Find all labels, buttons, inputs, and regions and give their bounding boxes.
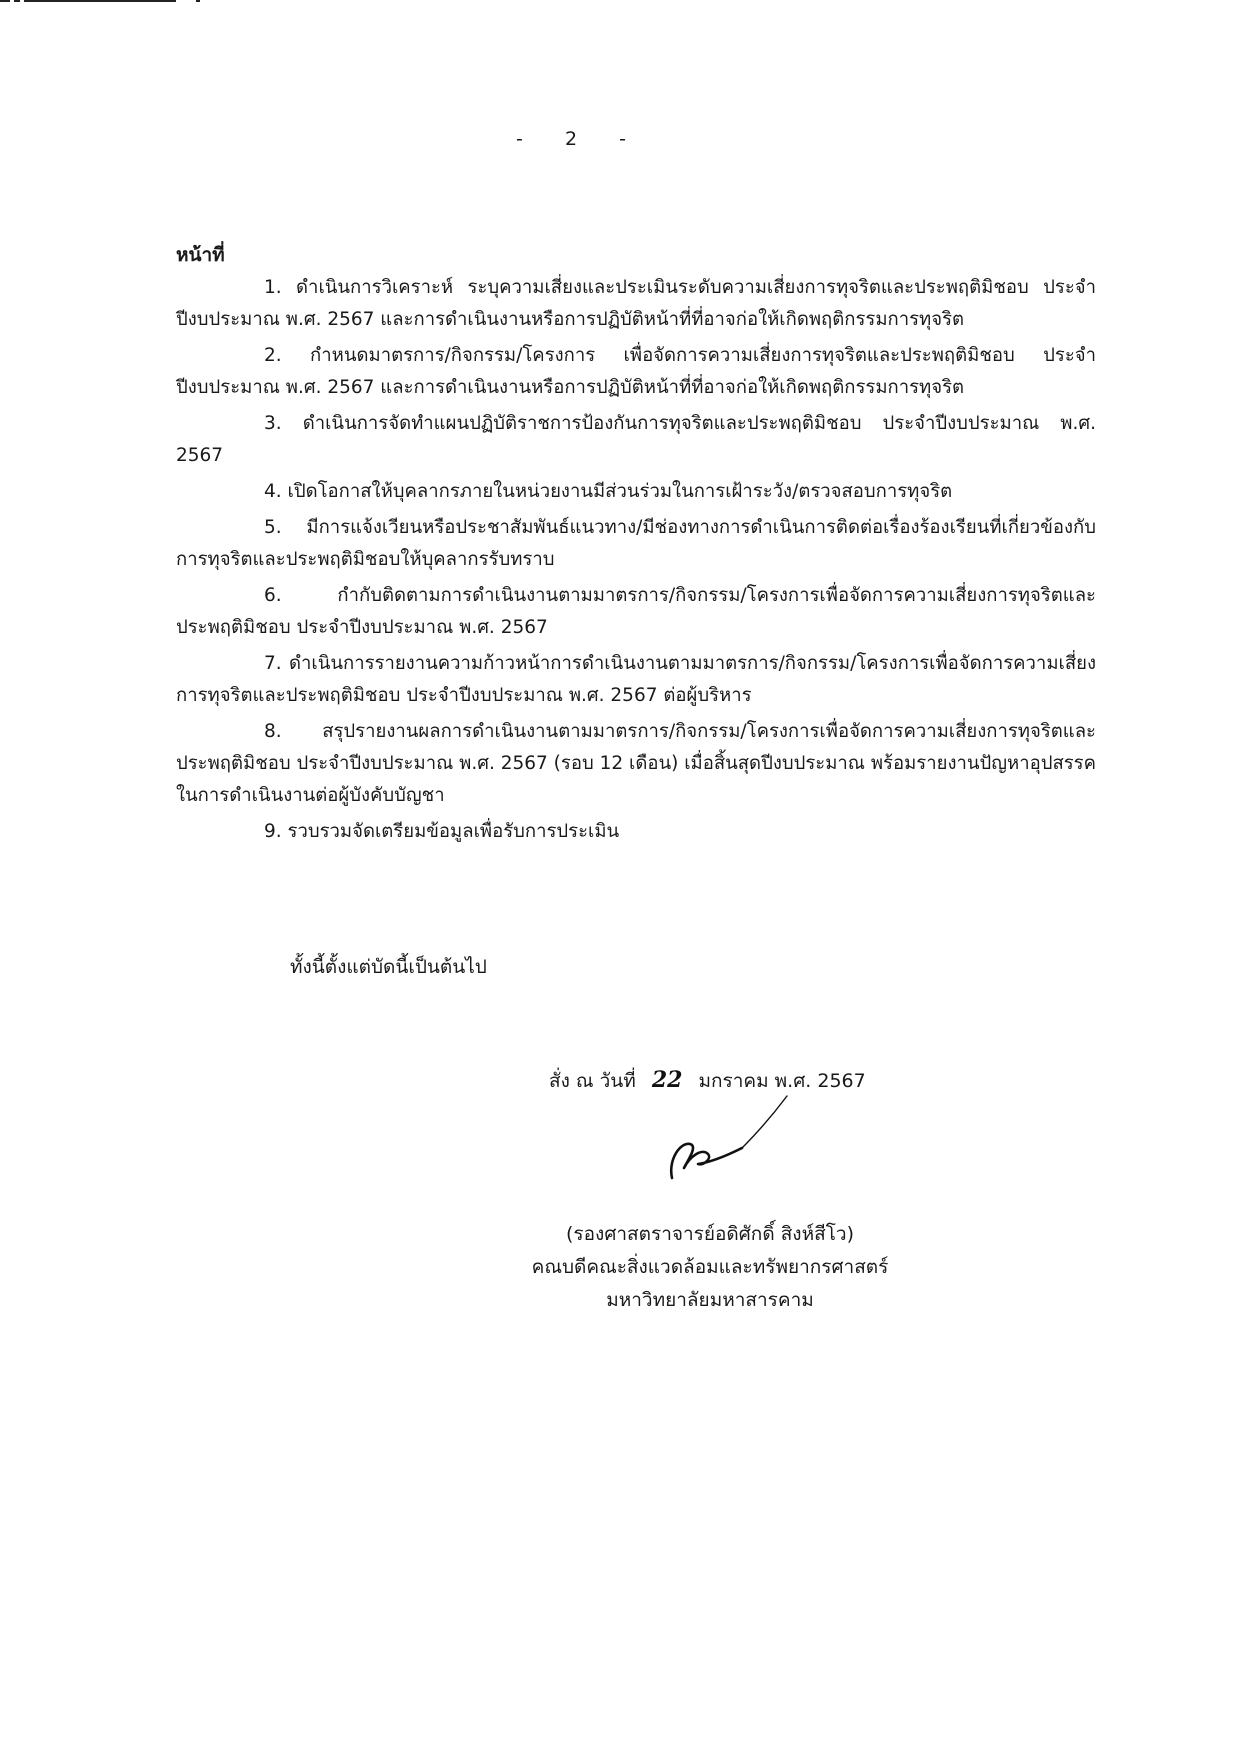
closing-statement: ทั้งนี้ตั้งแต่บัดนี้เป็นต้นไป (290, 956, 487, 978)
order-date-month-year: มกราคม พ.ศ. 2567 (698, 1070, 866, 1092)
signature-mark (650, 1090, 800, 1190)
scan-edge-mark (0, 0, 200, 3)
duty-item: 8. สรุปรายงานผลการดำเนินงานตามมาตรการ/กิจกรรม/โครงการเพื่อจัดการความเสี่ยงการทุจริตและประพฤติมิชอบ ประจำปีงบประมาณ พ.ศ. 2567 (รอบ 12 เดือน) เมื่อสิ้นสุดปีงบประมาณ พร้อมรายงานปัญหาอุปสรรคในการดำเนินงานต่อผู้บังคับบัญชา (176, 721, 1096, 806)
signer-position: คณบดีคณะสิ่งแวดล้อมและทรัพยากรศาสตร์ (531, 1256, 889, 1278)
duty-item: 4. เปิดโอกาสให้บุคลากรภายในหน่วยงานมีส่วนร่วมในการเฝ้าระวัง/ตรวจสอบการทุจริต (264, 481, 953, 502)
duties-heading: หน้าที่ (176, 244, 225, 266)
duty-item: 6. กำกับติดตามการดำเนินงานตามมาตรการ/กิจกรรม/โครงการเพื่อจัดการความเสี่ยงการทุจริตและประพฤติมิชอบ ประจำปีงบประมาณ พ.ศ. 2567 (176, 585, 1096, 638)
signer-block (470, 1218, 950, 1317)
duty-item: 9. รวบรวมจัดเตรียมข้อมูลเพื่อรับการประเมิน (264, 821, 620, 842)
duty-item: 3. ดำเนินการจัดทำแผนปฏิบัติราชการป้องกันการทุจริตและประพฤติมิชอบ ประจำปีงบประมาณ พ.ศ. 2567 (176, 413, 1096, 466)
order-date-day: 22 (651, 1067, 683, 1093)
page-number: - 2 - (516, 128, 644, 150)
duty-item: 7. ดำเนินการรายงานความก้าวหน้าการดำเนินงานตามมาตรการ/กิจกรรม/โครงการเพื่อจัดการความเสี่ยงการทุจริตและประพฤติมิชอบ ประจำปีงบประมาณ พ.ศ. 2567 ต่อผู้บริหาร (176, 653, 1096, 706)
signer-organization: มหาวิทยาลัยมหาสารคาม (606, 1289, 814, 1311)
duty-item: 2. กำหนดมาตรการ/กิจกรรม/โครงการ เพื่อจัดการความเสี่ยงการทุจริตและประพฤติมิชอบ ประจำปีงบประมาณ พ.ศ. 2567 และการดำเนินงานหรือการปฏิบัติหน้าที่ที่อาจก่อให้เกิดพฤติกรรมการทุจริต (176, 345, 1096, 398)
signer-name: (รองศาสตราจารย์อดิศักดิ์ สิงห์สีโว) (566, 1223, 854, 1245)
order-date-prefix: สั่ง ณ วันที่ (549, 1070, 636, 1092)
duty-item: 5. มีการแจ้งเวียนหรือประชาสัมพันธ์แนวทาง/มีช่องทางการดำเนินการติดต่อเรื่องร้องเรียนที่เกี่ยวข้องกับการทุจริตและประพฤติมิชอบให้บุคลากรรับทราบ (176, 517, 1096, 570)
duties-list (176, 272, 1096, 852)
duty-item: 1. ดำเนินการวิเคราะห์ ระบุความเสี่ยงและประเมินระดับความเสี่ยงการทุจริตและประพฤติมิชอบ ประจำปีงบประมาณ พ.ศ. 2567 และการดำเนินงานหรือการปฏิบัติหน้าที่ที่อาจก่อให้เกิดพฤติกรรมการทุจริต (176, 277, 1096, 330)
